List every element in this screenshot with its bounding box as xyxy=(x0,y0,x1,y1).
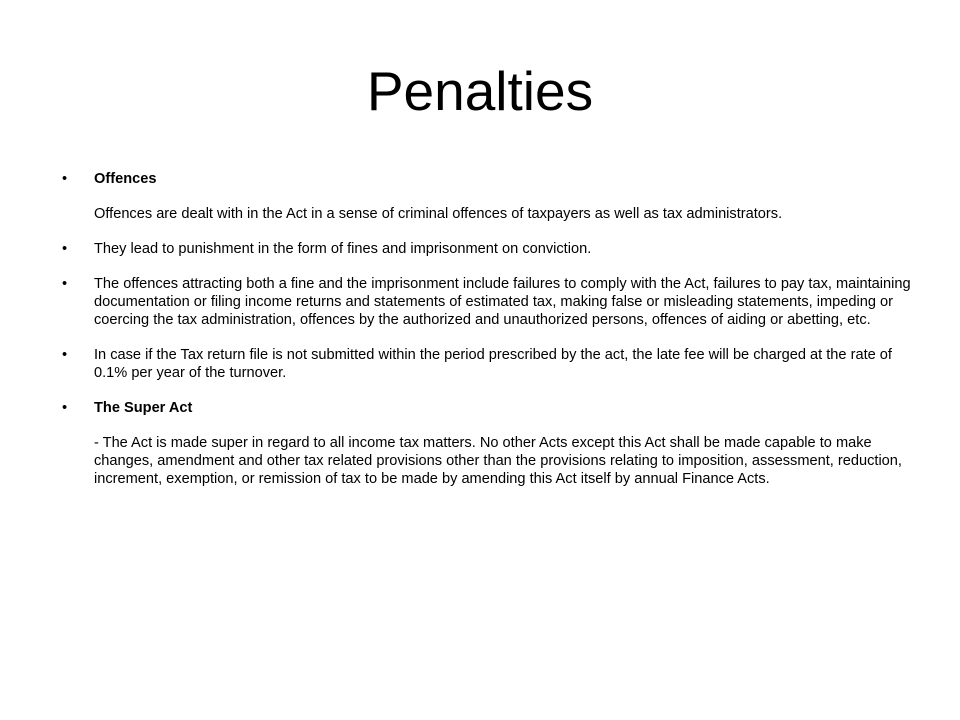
bullet-item-super-act xyxy=(62,399,922,488)
bullet-heading: The Super Act xyxy=(94,400,193,416)
bullet-text: They lead to punishment in the form of fines and imprisonment on conviction. xyxy=(94,241,592,257)
bullet-text: Offences are dealt with in the Act in a sense of criminal offences of taxpayers as well as tax administrators. xyxy=(94,206,783,222)
bullet-item-offences xyxy=(62,170,922,223)
bullet-icon: • xyxy=(62,400,68,416)
slide-body xyxy=(62,170,922,505)
bullet-text: - The Act is made super in regard to all income tax matters. No other Acts except this Act shall be made capable to make changes, amendment and other tax related provisions other than the provisions relating to imposition, assessment, reduction, increment, exemption, or remission of tax to be made by amending this Act itself by annual Finance Acts. xyxy=(94,435,902,487)
bullet-icon: • xyxy=(62,276,68,292)
bullet-icon: • xyxy=(62,347,68,363)
bullet-icon: • xyxy=(62,171,68,187)
bullet-text: In case if the Tax return file is not submitted within the period prescribed by the act, the late fee will be charged at the rate of 0.1% per year of the turnover. xyxy=(94,347,892,381)
bullet-item-late-fee xyxy=(62,346,922,382)
bullet-icon: • xyxy=(62,241,68,257)
bullet-heading: Offences xyxy=(94,171,157,187)
slide-title: Penalties xyxy=(366,60,594,122)
bullet-item-punishment xyxy=(62,240,922,258)
bullet-text: The offences attracting both a fine and the imprisonment include failures to comply with the Act, failures to pay tax, maintaining documentation or filing income returns and statements of estimated tax, making false or misleading statements, impeding or coercing the tax administration, offences by the authorized and unauthorized persons, offences of aiding or abetting, etc. xyxy=(94,276,911,328)
bullet-item-offence-types xyxy=(62,275,922,329)
